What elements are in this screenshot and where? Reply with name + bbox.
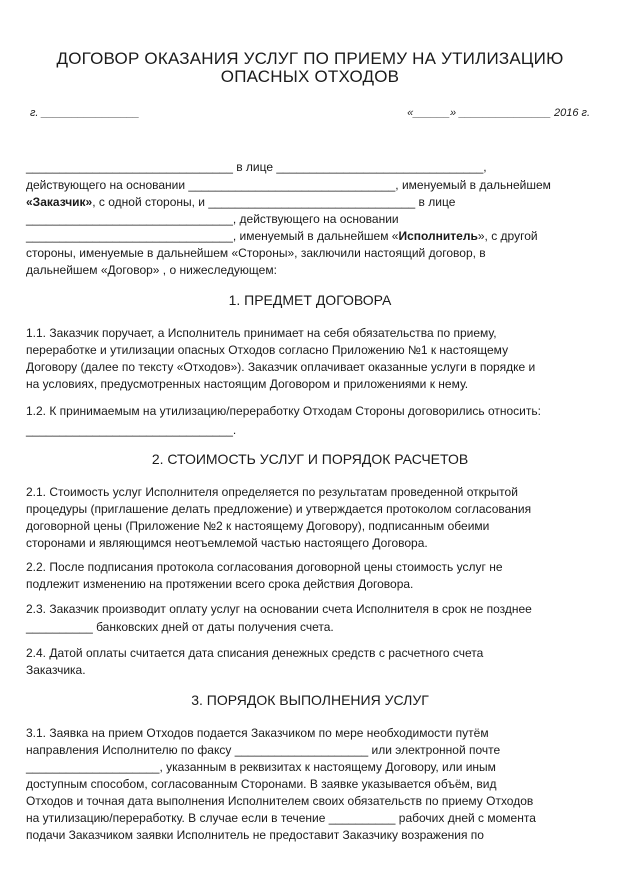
s1-p1-line-1: 1.1. Заказчик поручает, а Исполнитель принимает на себя обязательства по приему, bbox=[26, 326, 497, 340]
s3-p1-line-1: 3.1. Заявка на прием Отходов подается Заказчиком по мере необходимости путём bbox=[26, 726, 489, 740]
date-field: «______» _______________ 2016 г. bbox=[407, 107, 590, 119]
s1-p2-line-2: _______________________________. bbox=[26, 423, 237, 437]
intro-line-3 bbox=[26, 195, 586, 211]
intro-line-2: действующего на основании _______________________________, именуемый в дальнейшем bbox=[26, 178, 551, 192]
header-row bbox=[30, 107, 590, 123]
intro-line-7: дальнейшем «Договор» , о нижеследующем: bbox=[26, 263, 277, 277]
document-title bbox=[0, 50, 620, 86]
intro-line-5-b: », с другой bbox=[477, 229, 538, 243]
s2-p3-line-1: 2.3. Заказчик производит оплату услуг на основании счета Исполнителя в срок не позднее bbox=[26, 602, 532, 616]
intro-line-6: стороны, именуемые в дальнейшем «Стороны», заключили настоящий договор, в bbox=[26, 246, 486, 260]
s3-p1-line-7: подачи Заказчиком заявки Исполнитель не предоставит Заказчику возражения по bbox=[26, 828, 484, 842]
s1-p1-line-2: переработке и утилизации опасных Отходов согласно Приложению №1 к настоящему bbox=[26, 343, 509, 357]
intro-line-3-rest: , с одной стороны, и _______________________________ в лице bbox=[92, 195, 456, 209]
s2-p2-line-2: подлежит изменению на протяжении всего срока действия Договора. bbox=[26, 577, 414, 591]
intro-line-5 bbox=[26, 229, 586, 245]
s3-p1-line-4: доступным способом, согласованным Сторонами. В заявке указывается объём, вид bbox=[26, 777, 497, 791]
intro-line-5-a: _______________________________, именуемый в дальнейшем « bbox=[26, 229, 399, 243]
s2-p1-line-4: сторонами и являющимся неотъемлемой частью настоящего Договора. bbox=[26, 536, 428, 550]
customer-term: «Заказчик» bbox=[26, 195, 93, 209]
s2-p1-line-1: 2.1. Стоимость услуг Исполнителя определяется по результатам проведенной открытой bbox=[26, 485, 518, 499]
s1-p1-line-4: на условиях, предусмотренных настоящим Договором и приложениями к нему. bbox=[26, 377, 469, 391]
intro-line-1: _______________________________ в лице _______________________________, bbox=[26, 160, 487, 174]
s1-p2-line-1: 1.2. К принимаемым на утилизацию/переработку Отходам Стороны договорились относить: bbox=[26, 404, 541, 418]
s3-p1-line-2: направления Исполнителю по факсу ____________________ или электронной почте bbox=[26, 743, 501, 757]
contractor-term: Исполнитель bbox=[398, 229, 478, 243]
title-line-2: ОПАСНЫХ ОТХОДОВ bbox=[220, 67, 400, 86]
s3-p1-line-3: ____________________, указанным в реквизитах к настоящему Договору, или иным bbox=[26, 760, 496, 774]
s2-p3-line-2: __________ банковских дней от даты получения счета. bbox=[26, 620, 334, 634]
s2-p4-line-2: Заказчика. bbox=[26, 663, 86, 677]
section-2-heading: 2. СТОИМОСТЬ УСЛУГ И ПОРЯДОК РАСЧЕТОВ bbox=[151, 451, 469, 467]
s3-p1-line-5: Отходов и точная дата выполнения Исполнителем своих обязательств по приему Отходов bbox=[26, 794, 534, 808]
s1-p1-line-3: Договору (далее по тексту «Отходов»). Заказчик оплачивает оказанные услуги в порядке и bbox=[26, 360, 536, 374]
s2-p2-line-1: 2.2. После подписания протокола согласования договорной цены стоимость услуг не bbox=[26, 560, 503, 574]
section-3-heading: 3. ПОРЯДОК ВЫПОЛНЕНИЯ УСЛУГ bbox=[191, 692, 429, 708]
s2-p1-line-2: процедуры (приглашение делать предложение) и утверждается протоколом согласования bbox=[26, 502, 532, 516]
city-field: г. ________________ bbox=[30, 107, 140, 119]
s2-p1-line-3: договорной цены (Приложение №2 к настоящему Договору), подписанным обеими bbox=[26, 519, 490, 533]
s2-p4-line-1: 2.4. Датой оплаты считается дата списания денежных средств с расчетного счета bbox=[26, 646, 484, 660]
intro-line-4: _______________________________, действующего на основании bbox=[26, 212, 399, 226]
title-line-1: ДОГОВОР ОКАЗАНИЯ УСЛУГ ПО ПРИЕМУ НА УТИЛИЗАЦИЮ bbox=[56, 49, 564, 68]
section-1-heading: 1. ПРЕДМЕТ ДОГОВОРА bbox=[228, 292, 392, 308]
s3-p1-line-6: на утилизацию/переработку. В случае если в течение __________ рабочих дней с момента bbox=[26, 811, 536, 825]
